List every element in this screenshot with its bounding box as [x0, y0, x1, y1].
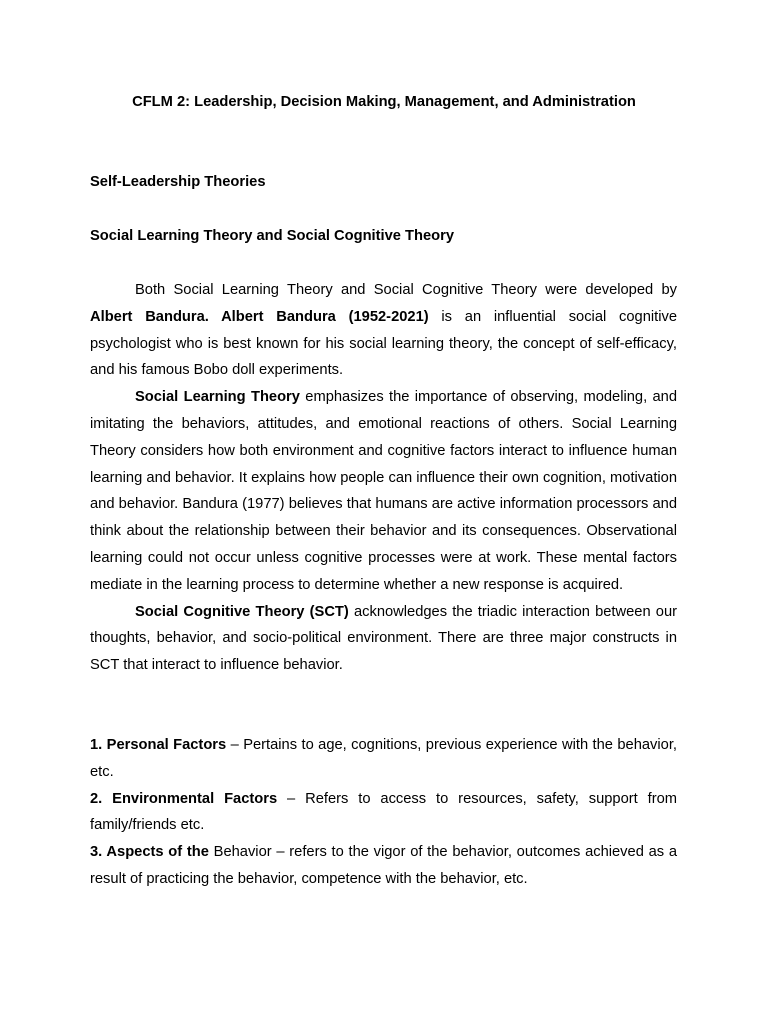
paragraph-text: emphasizes the importance of observing, modeling, and imitating the behaviors, attitudes, and emotional reactions of others. Social Learning Theory considers how both environment and cognitive factors interact to influence human learning and behavior. It explains how people can influence their own cognition, motivation and behavior. Bandura (1977) believes that humans are active information processors and think about the relationship between their behavior and its consequences. Observational learning could not occur unless cognitive processes were at work. These mental factors mediate in the learning process to determine whether a new response is acquired.: [90, 389, 678, 593]
list-item-label: 1. Personal Factors: [90, 737, 227, 753]
paragraph-social-cognitive: [90, 599, 677, 679]
list-item: [90, 786, 677, 840]
list-item-text: – Refers to access to resources, safety, support from family/friends etc.: [90, 790, 677, 834]
paragraph-social-learning: [90, 384, 677, 598]
bold-term: Social Cognitive Theory (SCT): [135, 603, 349, 620]
constructs-list: [90, 732, 677, 893]
body-text: [90, 277, 677, 679]
list-item-label: 3. Aspects of the: [90, 844, 209, 861]
subsection-heading: Social Learning Theory and Social Cognitive Theory: [90, 228, 454, 244]
list-item: [90, 732, 677, 786]
paragraph-text: is an influential social cognitive psychologist who is best known for his social learning theory, the concept of self-efficacy, and his famous Bobo doll experiments.: [90, 308, 677, 379]
section-heading: Self-Leadership Theories: [90, 174, 266, 190]
paragraph-bandura-intro: [90, 277, 677, 384]
paragraph-text: Both Social Learning Theory and Social Cognitive Theory were developed by: [135, 282, 677, 298]
bold-author-name: Albert Bandura. Albert Bandura (1952-2021): [90, 308, 429, 325]
list-item-text: Behavior – refers to the vigor of the behavior, outcomes achieved as a result of practicing the behavior, competence with the behavior, etc.: [90, 844, 677, 887]
document-title: CFLM 2: Leadership, Decision Making, Management, and Administration: [132, 94, 636, 110]
list-item: [90, 839, 677, 893]
list-item-text: – Pertains to age, cognitions, previous experience with the behavior, etc.: [90, 737, 677, 780]
list-item-label: 2. Environmental Factors: [90, 790, 278, 807]
bold-term: Social Learning Theory: [135, 389, 300, 406]
paragraph-text: acknowledges the triadic interaction between our thoughts, behavior, and socio-political environment. There are three major constructs in SCT that interact to influence behavior.: [90, 603, 678, 674]
